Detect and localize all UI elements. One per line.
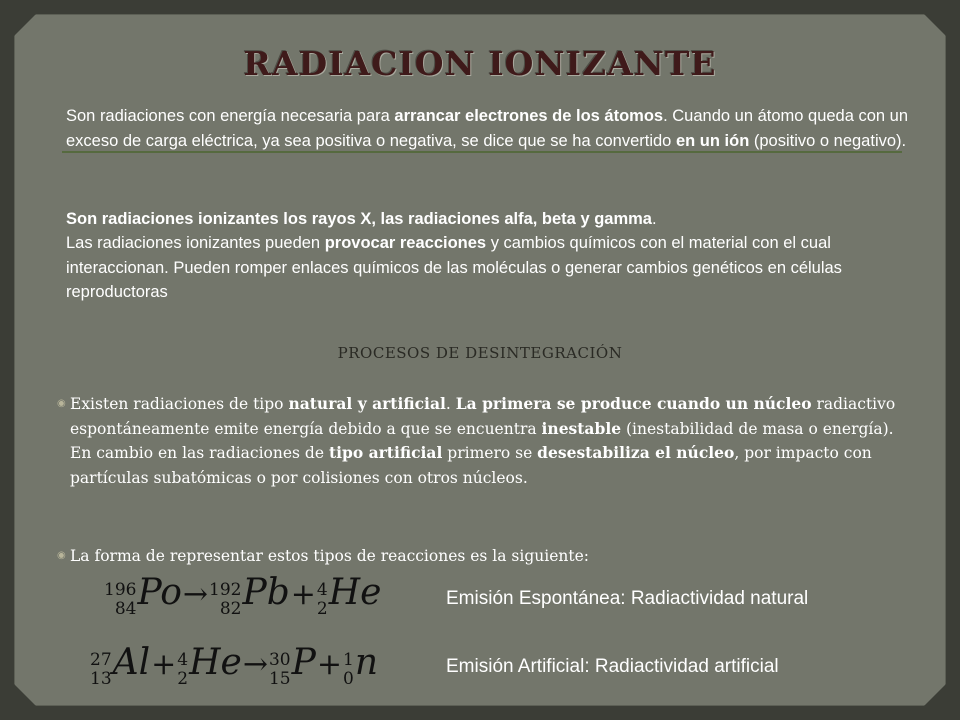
text: La forma de representar estos tipos de reacciones es la siguiente: [70,547,589,565]
intro-paragraph-1 [66,104,916,153]
bold-text: natural y artificial [288,394,446,413]
mass-number: 27 [90,649,112,670]
text: Existen radiaciones de tipo [70,395,289,413]
text: . Cuando un átomo queda con un exceso de carga eléctrica, ya sea positiva o negativa, se dice que se ha convertido [66,107,909,150]
bullet-icon: ◉ [57,550,66,561]
mass-number: 30 [268,649,291,670]
atomic-number: 15 [268,668,291,689]
arrow-operator: → [242,647,268,682]
mass-number: 196 [104,579,137,600]
isotope-numbers [209,581,241,619]
element-symbol: n [354,642,378,683]
element-symbol: Al [112,642,151,683]
text: . [651,210,657,228]
intro-paragraph-3 [66,231,916,305]
slide-title: RADIACION IONIZANTE [243,44,717,83]
text: Las radiaciones ionizantes pueden [66,234,325,252]
plus-operator: + [316,647,342,682]
isotope-numbers [343,651,354,689]
bold-text: tipo artificial [328,443,443,462]
text: , por impacto con partículas subatómicas o por colisiones con otros núcleos. [70,444,872,487]
mass-number: 1 [342,649,354,670]
bold-text: desestabiliza el núcleo [537,443,735,462]
element-symbol: P [291,642,316,683]
nuclear-equation-2 [90,642,378,689]
equation-label-artificial: Emisión Artificial: Radiactividad artificial [446,656,779,677]
isotope-numbers [90,651,112,689]
section-heading: PROCESOS DE DESINTEGRACIÓN [337,344,623,362]
bullet-icon: ◉ [57,398,66,409]
element-symbol: He [328,572,382,613]
atomic-number: 2 [316,598,328,619]
element-symbol: He [189,642,242,683]
divider-line [62,151,902,153]
text: radiactivo espontáneamente emite energía debido a que se encuentra [70,395,896,438]
arrow-operator: → [182,577,209,612]
equation-label-natural: Emisión Espontánea: Radiactividad natural [446,588,809,609]
bold-text: inestable [541,418,622,438]
text: Son radiaciones con energía necesaria para [66,107,395,125]
bold-text: Son radiaciones ionizantes los rayos X, las radiaciones alfa, beta y gamma [66,210,652,228]
slide-corner [14,684,36,706]
element-symbol: Pb [242,572,290,613]
isotope-numbers [177,651,188,689]
atomic-number: 82 [219,598,242,619]
bold-text: La primera se produce cuando un núcleo [455,394,812,413]
atomic-number: 13 [90,668,112,689]
intro-paragraph-2 [66,207,916,232]
element-symbol: Po [137,572,182,613]
plus-operator: + [290,577,316,612]
text: primero se [442,444,538,462]
text: En cambio en las radiaciones de [70,444,329,462]
bold-text: provocar reacciones [324,234,487,252]
plus-operator: + [151,647,177,682]
atomic-number: 2 [177,668,189,689]
slide-corner [14,14,36,36]
isotope-numbers [269,651,291,689]
nuclear-equation-1 [104,572,381,619]
isotope-numbers [317,581,328,619]
isotope-numbers [104,581,136,619]
bullet-item [57,392,920,490]
atomic-number: 84 [114,598,137,619]
atomic-number: 0 [342,668,354,689]
slide [14,14,946,706]
bold-text: en un ión [675,131,750,150]
text: . [445,395,456,413]
mass-number: 192 [209,579,242,600]
mass-number: 4 [177,649,189,670]
slide-corner [924,684,946,706]
mass-number: 4 [316,579,328,600]
slide-corner [924,14,946,36]
bold-text: arrancar electrones de los átomos [394,107,664,125]
bullet-item [57,544,920,569]
text: (positivo o negativo). [749,131,907,150]
text: y cambios químicos con el material con el cual interaccionan. Pueden romper enlaces químicos de las moléculas o generar cambios genéticos en células reproductoras [66,234,842,301]
text: (inestabilidad de masa o energía). [621,419,894,438]
